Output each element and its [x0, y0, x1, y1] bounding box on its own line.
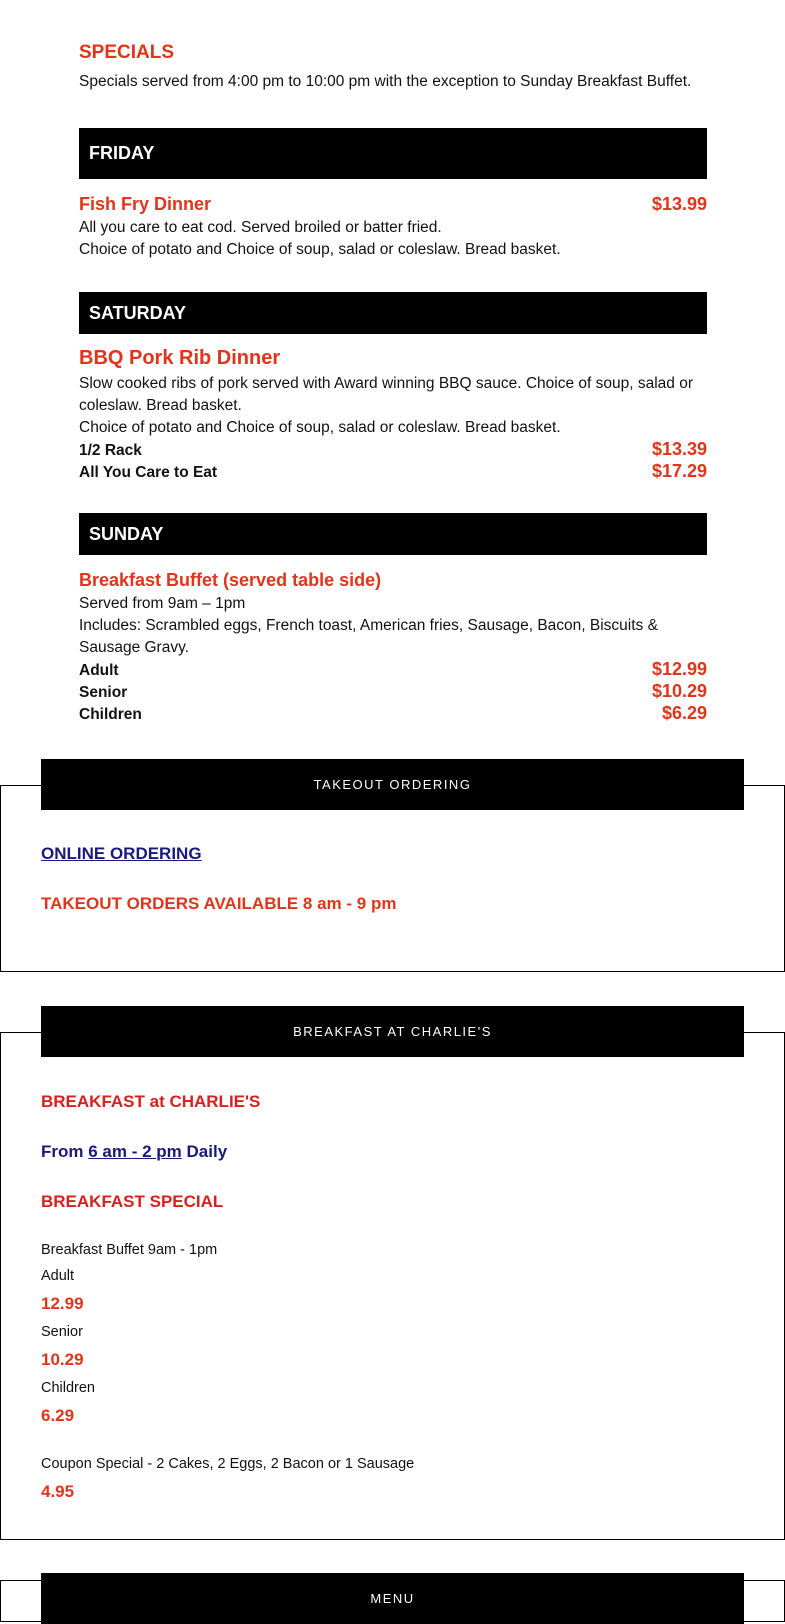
takeout-box	[0, 785, 785, 972]
price-value: $13.39	[651, 439, 707, 459]
price-row-half-rack	[79, 439, 707, 461]
section-bar-title: TAKEOUT ORDERING	[313, 777, 472, 792]
price-row-all-you-care	[79, 461, 707, 483]
day-bar-sunday	[79, 513, 707, 555]
breakfast-special-heading: BREAKFAST SPECIAL	[41, 1192, 224, 1211]
breakfast-senior-price: 10.29	[41, 1350, 84, 1369]
section-bar-breakfast	[41, 1006, 744, 1057]
online-ordering-link[interactable]: ONLINE ORDERING	[41, 844, 202, 863]
item-name-bbq-ribs: BBQ Pork Rib Dinner	[79, 347, 281, 369]
breakfast-children-price: 6.29	[41, 1406, 75, 1425]
section-bar-title: MENU	[370, 1591, 415, 1606]
takeout-hours: TAKEOUT ORDERS AVAILABLE 8 am - 9 pm	[41, 894, 397, 913]
price-label: Adult	[79, 662, 119, 679]
breakfast-adult-label: Adult	[41, 1268, 75, 1284]
item-row-bbq-ribs	[79, 347, 707, 370]
price-label: 1/2 Rack	[79, 442, 142, 459]
day-label-sunday: SUNDAY	[89, 523, 164, 544]
section-bar-title: BREAKFAST AT CHARLIE'S	[293, 1024, 492, 1039]
price-value: $12.99	[651, 659, 707, 679]
day-bar-saturday	[79, 292, 707, 334]
day-label-friday: FRIDAY	[89, 143, 155, 163]
price-label: All You Care to Eat	[79, 464, 218, 481]
day-bar-friday	[79, 128, 707, 179]
day-label-saturday: SATURDAY	[89, 302, 187, 323]
price-value: $10.29	[651, 681, 707, 701]
breakfast-senior-label: Senior	[41, 1324, 83, 1340]
item-desc-breakfast-buffet-1: Served from 9am – 1pm	[79, 595, 246, 612]
breakfast-hours-line	[41, 1142, 227, 1162]
price-value: $17.29	[651, 461, 707, 481]
breakfast-coupon-price: 4.95	[41, 1482, 75, 1501]
price-value: $6.29	[661, 703, 707, 723]
section-bar-menu	[41, 1573, 744, 1624]
price-row-adult	[79, 659, 707, 681]
section-bar-takeout	[41, 759, 744, 810]
item-row-breakfast-buffet	[79, 570, 707, 591]
item-desc-fish-fry-1: All you care to eat cod. Served broiled or batter fried.	[79, 219, 442, 236]
item-name-breakfast-buffet: Breakfast Buffet (served table side)	[79, 570, 382, 590]
specials-intro: Specials served from 4:00 pm to 10:00 pm with the exception to Sunday Breakfast Buffet.	[79, 73, 692, 90]
breakfast-hours-link[interactable]: 6 am - 2 pm	[88, 1142, 182, 1161]
item-row-fish-fry	[79, 194, 707, 215]
item-desc-fish-fry-2: Choice of potato and Choice of soup, salad or coleslaw. Bread basket.	[79, 241, 561, 258]
specials-title: SPECIALS	[79, 42, 175, 63]
price-label: Senior	[79, 684, 128, 701]
item-desc-bbq-ribs-1: Slow cooked ribs of pork served with Award winning BBQ sauce. Choice of soup, salad or coleslaw. Bread basket.	[79, 375, 694, 414]
item-name-fish-fry: Fish Fry Dinner	[79, 194, 212, 214]
breakfast-heading: BREAKFAST at CHARLIE'S	[41, 1092, 261, 1111]
price-label: Children	[79, 706, 142, 723]
breakfast-hours-prefix: From	[41, 1142, 84, 1161]
price-row-children	[79, 703, 707, 725]
breakfast-buffet-line: Breakfast Buffet 9am - 1pm	[41, 1242, 218, 1258]
item-desc-bbq-ribs-2: Choice of potato and Choice of soup, salad or coleslaw. Bread basket.	[79, 419, 561, 436]
breakfast-children-label: Children	[41, 1380, 95, 1396]
item-desc-breakfast-buffet-2: Includes: Scrambled eggs, French toast, American fries, Sausage, Bacon, Biscuits & Sausage Gravy.	[79, 617, 658, 656]
price-row-senior	[79, 681, 707, 703]
breakfast-adult-price: 12.99	[41, 1294, 84, 1313]
item-price-fish-fry: $13.99	[651, 194, 707, 214]
breakfast-hours-suffix: Daily	[186, 1142, 228, 1161]
breakfast-coupon-line: Coupon Special - 2 Cakes, 2 Eggs, 2 Bacon or 1 Sausage	[41, 1456, 415, 1472]
